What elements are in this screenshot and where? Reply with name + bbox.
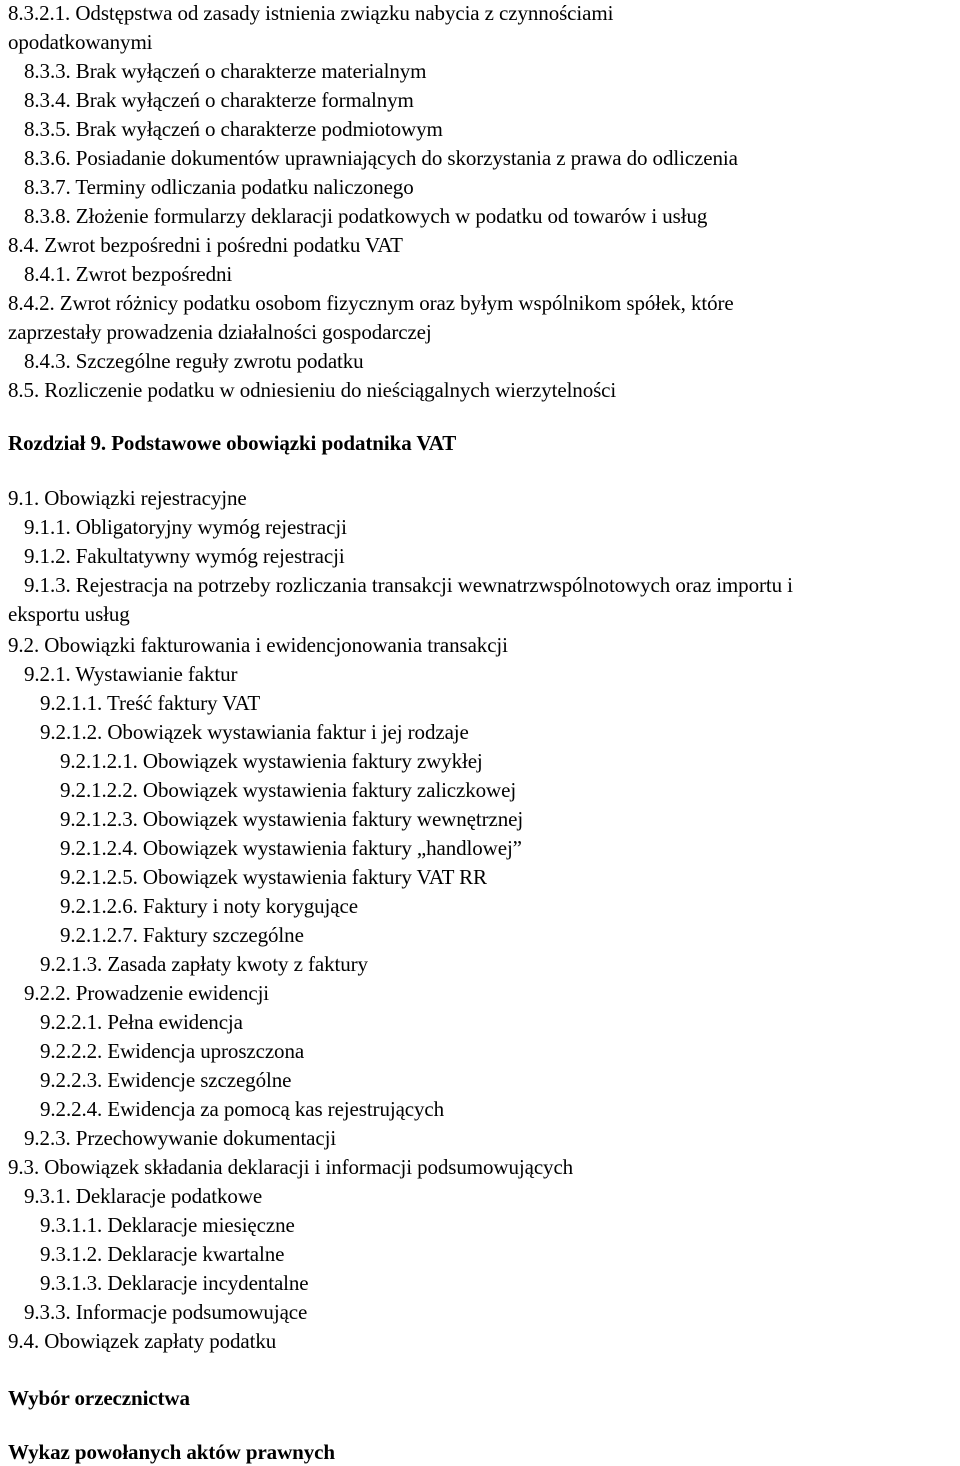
toc-entry: 8.3.4. Brak wyłączeń o charakterze formalnym <box>24 88 414 112</box>
toc-entry: 9.1.1. Obligatoryjny wymóg rejestracji <box>24 515 347 539</box>
toc-entry: 8.3.5. Brak wyłączeń o charakterze podmiotowym <box>24 117 443 141</box>
toc-entry: 8.4. Zwrot bezpośredni i pośredni podatku VAT <box>8 233 403 257</box>
toc-entry: 8.4.2. Zwrot różnicy podatku osobom fizycznym oraz byłym wspólnikom spółek, które <box>8 291 734 315</box>
toc-entry: 9.2.1. Wystawianie faktur <box>24 662 238 686</box>
toc-entry: 8.3.8. Złożenie formularzy deklaracji podatkowych w podatku od towarów i usług <box>24 204 708 228</box>
toc-entry: 9.2.2.4. Ewidencja za pomocą kas rejestrujących <box>40 1097 445 1121</box>
toc-entry: 9.2.1.2.1. Obowiązek wystawienia faktury zwykłej <box>60 749 483 773</box>
toc-entry: 8.5. Rozliczenie podatku w odniesieniu do nieściągalnych wierzytelności <box>8 378 617 402</box>
toc-entry: opodatkowanymi <box>8 30 153 54</box>
toc-entry: 8.3.3. Brak wyłączeń o charakterze materialnym <box>24 59 427 83</box>
toc-entry: 8.4.1. Zwrot bezpośredni <box>24 262 233 286</box>
toc-entry: 9.2.1.2.4. Obowiązek wystawienia faktury „handlowej” <box>60 836 522 860</box>
toc-entry: 9.2. Obowiązki fakturowania i ewidencjonowania transakcji <box>8 633 508 657</box>
toc-entry: 9.2.3. Przechowywanie dokumentacji <box>24 1126 337 1150</box>
toc-entry: 9.2.1.2.7. Faktury szczególne <box>60 923 304 947</box>
toc-entry: 9.4. Obowiązek zapłaty podatku <box>8 1329 277 1353</box>
toc-entry: 8.3.6. Posiadanie dokumentów uprawniających do skorzystania z prawa do odliczenia <box>24 146 738 170</box>
toc-entry: 9.3.1.3. Deklaracje incydentalne <box>40 1271 309 1295</box>
toc-entry: 9.2.1.2.5. Obowiązek wystawienia faktury VAT RR <box>60 865 487 889</box>
toc-entry: 9.2.1.2.6. Faktury i noty korygujące <box>60 894 358 918</box>
toc-entry: 9.3.1.1. Deklaracje miesięczne <box>40 1213 295 1237</box>
toc-entry: 9.3.1.2. Deklaracje kwartalne <box>40 1242 285 1266</box>
toc-entry: 9.2.2. Prowadzenie ewidencji <box>24 981 270 1005</box>
toc-entry: 8.4.3. Szczególne reguły zwrotu podatku <box>24 349 364 373</box>
toc-heading: Wybór orzecznictwa <box>8 1386 190 1410</box>
toc-entry: 9.3.1. Deklaracje podatkowe <box>24 1184 263 1208</box>
toc-entry: zaprzestały prowadzenia działalności gospodarczej <box>8 320 432 344</box>
toc-heading: Wykaz powołanych aktów prawnych <box>8 1440 335 1464</box>
toc-heading: Rozdział 9. Podstawowe obowiązki podatnika VAT <box>8 431 457 455</box>
toc-entry: 9.1.2. Fakultatywny wymóg rejestracji <box>24 544 345 568</box>
toc-entry: 9.3. Obowiązek składania deklaracji i informacji podsumowujących <box>8 1155 574 1179</box>
toc-entry: 9.2.1.2. Obowiązek wystawiania faktur i jej rodzaje <box>40 720 469 744</box>
toc-entry: 9.1.3. Rejestracja na potrzeby rozliczania transakcji wewnatrzwspólnotowych oraz importu i <box>24 573 793 597</box>
toc-entry: 9.1. Obowiązki rejestracyjne <box>8 486 247 510</box>
toc-entry: 9.3.3. Informacje podsumowujące <box>24 1300 308 1324</box>
toc-entry: 8.3.2.1. Odstępstwa od zasady istnienia związku nabycia z czynnościami <box>8 1 614 25</box>
toc-entry: 9.2.1.2.2. Obowiązek wystawienia faktury zaliczkowej <box>60 778 517 802</box>
toc-entry: 9.2.2.1. Pełna ewidencja <box>40 1010 243 1034</box>
toc-entry: 9.2.1.3. Zasada zapłaty kwoty z faktury <box>40 952 368 976</box>
toc-entry: 9.2.1.1. Treść faktury VAT <box>40 691 261 715</box>
toc-entry: 8.3.7. Terminy odliczania podatku naliczonego <box>24 175 414 199</box>
toc-entry: 9.2.2.3. Ewidencje szczególne <box>40 1068 292 1092</box>
toc-entry: 9.2.2.2. Ewidencja uproszczona <box>40 1039 305 1063</box>
toc-entry: 9.2.1.2.3. Obowiązek wystawienia faktury wewnętrznej <box>60 807 524 831</box>
toc-entry: eksportu usług <box>8 602 130 626</box>
